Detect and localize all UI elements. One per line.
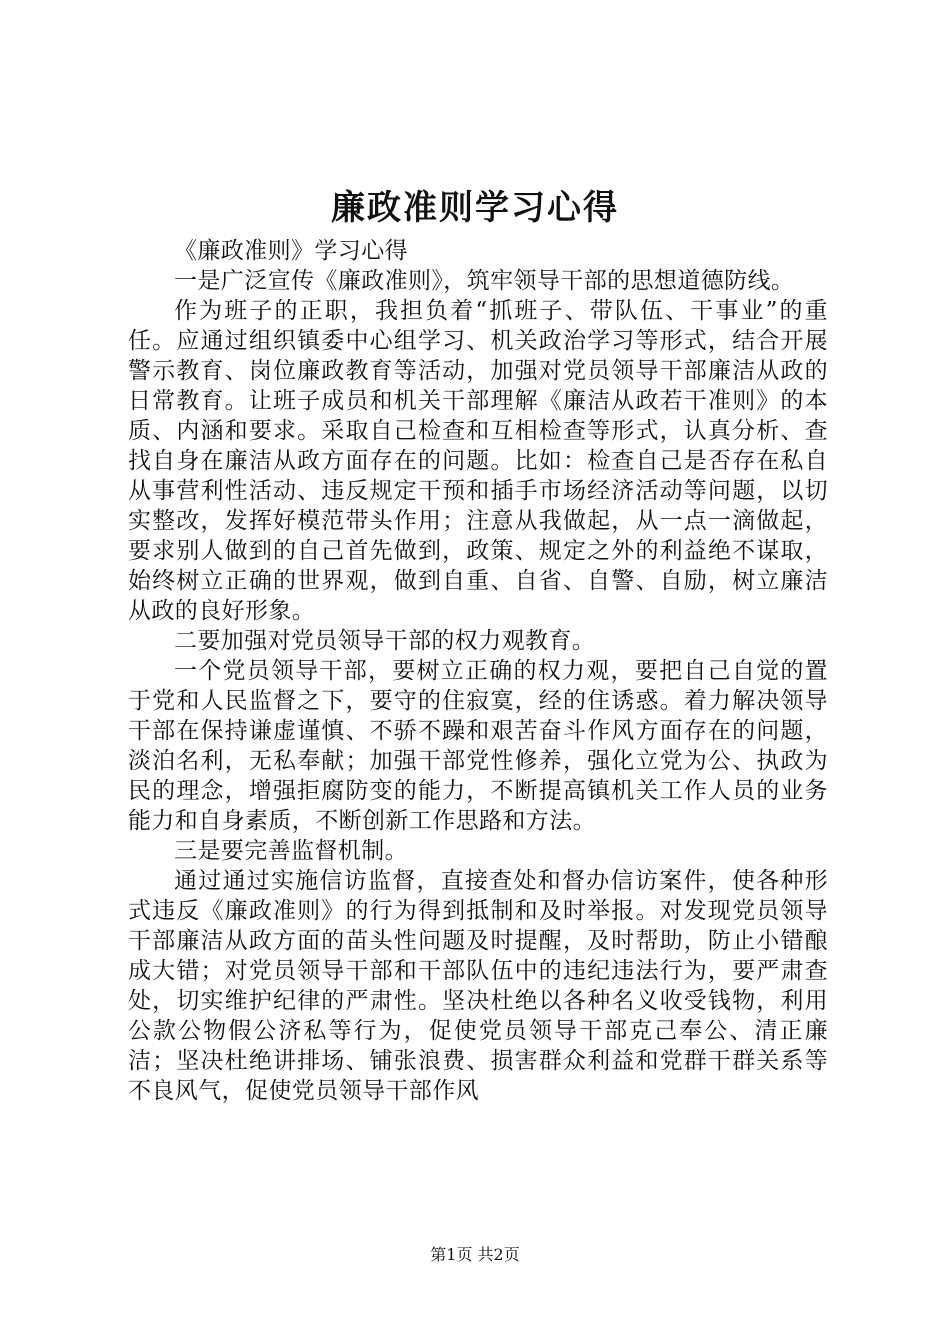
paragraph-point-three: 三是要完善监督机制。 [174, 838, 408, 864]
paragraph-point-three-detail: 通过通过实施信访监督，直接查处和督办信访案件，使各种形式违反《廉政准则》的行为得到抵制和及时举报。对发现党员领导干部廉洁从政方面的苗头性问题及时提醒，及时帮助，防止小错酿成大错；对党员领导干部和干部队伍中的违纪违法行为，要严肃查处，切实维护纪律的严肃性。坚决杜绝以各种名义收受钱物，利用公款公物假公济私等行为，促使党员领导干部克己奉公、清正廉洁；坚决杜绝讲排场、铺张浪费、损害群众利益和党群干群关系等不良风气，促使党员领导干部作风 [128, 868, 828, 1104]
paragraph-point-one: 一是广泛宣传《廉政准则》，筑牢领导干部的思想道德防线。 [174, 268, 795, 294]
paragraph-point-two: 二要加强对党员领导干部的权力观教育。 [174, 628, 596, 654]
paragraph-point-two-detail: 一个党员领导干部，要树立正确的权力观，要把自己自觉的置于党和人民监督之下，要守的住寂寞，经的住诱惑。着力解决领导干部在保持谦虚谨慎、不骄不躁和艰苦奋斗作风方面存在的问题，淡泊名利，无私奉献；加强干部党性修养，强化立党为公、执政为民的理念，增强拒腐防变的能力，不断提高镇机关工作人员的业务能力和自身素质，不断创新工作思路和方法。 [128, 658, 828, 834]
paragraph-point-one-detail: 作为班子的正职，我担负着“抓班子、带队伍、干事业”的重任。应通过组织镇委中心组学习、机关政治学习等形式，结合开展警示教育、岗位廉政教育等活动，加强对党员领导干部廉洁从政的日常教育。让班子成员和机关干部理解《廉洁从政若干准则》的本质、内涵和要求。采取自己检查和互相检查等形式，认真分析、查找自身在廉洁从政方面存在的问题。比如：检查自己是否存在私自从事营利性活动、违反规定干预和插手市场经济活动等问题，以切实整改，发挥好模范带头作用；注意从我做起，从一点一滴做起，要求别人做到的自己首先做到，政策、规定之外的利益绝不谋取，始终树立正确的世界观，做到自重、自省、自警、自励，树立廉洁从政的良好形象。 [128, 298, 828, 624]
document-body [128, 236, 828, 1106]
paragraph-subtitle: 《廉政准则》学习心得 [174, 238, 408, 264]
document-title: 廉政准则学习心得 [331, 188, 619, 228]
page-number-footer: 第1页 共2页 [430, 1245, 520, 1264]
